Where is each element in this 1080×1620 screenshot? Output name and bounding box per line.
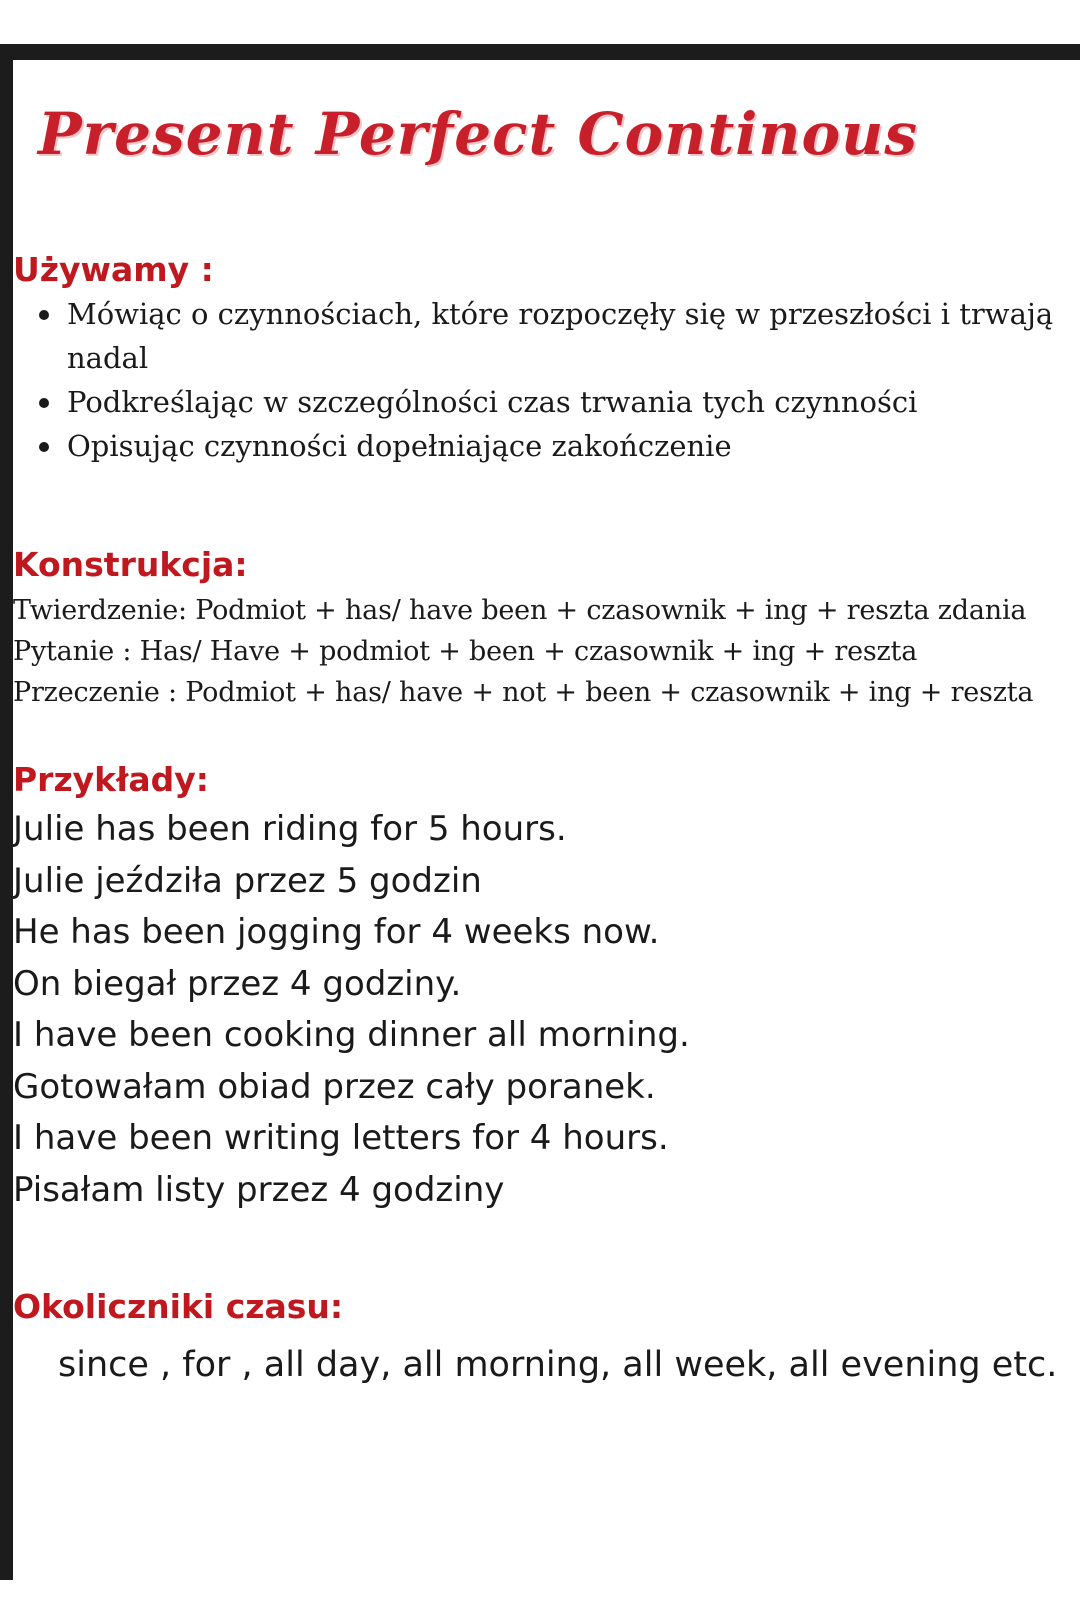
- time-expressions-heading: Okoliczniki czasu:: [13, 1287, 344, 1326]
- construction-affirmative: Twierdzenie: Podmiot + has/ have been + czasownik + ing + reszta zdania: [13, 595, 1027, 626]
- example-line: Pisałam listy przez 4 godziny: [13, 1169, 505, 1210]
- example-line: Julie jeździła przez 5 godzin: [13, 860, 482, 901]
- document-page: [13, 60, 1080, 1580]
- example-line: I have been cooking dinner all morning.: [13, 1015, 690, 1055]
- example-line: Julie has been riding for 5 hours.: [13, 809, 567, 849]
- bullet-icon: [39, 310, 49, 320]
- bullet-icon: [39, 398, 49, 408]
- usage-item-text: Mówiąc o czynnościach, które rozpoczęły się w przeszłości i trwają nadal: [67, 297, 1054, 375]
- example-line: Gotowałam obiad przez cały poranek.: [13, 1066, 656, 1107]
- construction-question: Pytanie : Has/ Have + podmiot + been + czasownik + ing + reszta: [13, 636, 918, 667]
- usage-heading: Używamy :: [13, 250, 214, 289]
- construction-heading: Konstrukcja:: [13, 545, 248, 584]
- bullet-icon: [39, 442, 49, 452]
- examples-block: [13, 804, 1073, 1216]
- list-item: [37, 424, 1057, 468]
- construction-block: [13, 590, 1073, 713]
- page-title: Present Perfect Continous: [38, 100, 918, 168]
- usage-item-text: Podkreślając w szczególności czas trwania tych czynności: [67, 385, 918, 419]
- time-expressions-text: since , for , all day, all morning, all week, all evening etc.: [58, 1345, 1058, 1385]
- example-line: I have been writing letters for 4 hours.: [13, 1118, 669, 1158]
- examples-heading: Przykłady:: [13, 760, 209, 799]
- example-line: He has been jogging for 4 weeks now.: [13, 912, 660, 952]
- usage-item-text: Opisując czynności dopełniające zakończenie: [67, 429, 732, 463]
- frame-top-border: [0, 44, 1080, 60]
- frame-left-border: [0, 44, 13, 1580]
- list-item: [37, 380, 1057, 424]
- example-line: On biegał przez 4 godziny.: [13, 963, 462, 1004]
- construction-negative: Przeczenie : Podmiot + has/ have + not + been + czasownik + ing + reszta: [13, 677, 1034, 708]
- list-item: [37, 292, 1057, 380]
- usage-list: [37, 292, 1057, 468]
